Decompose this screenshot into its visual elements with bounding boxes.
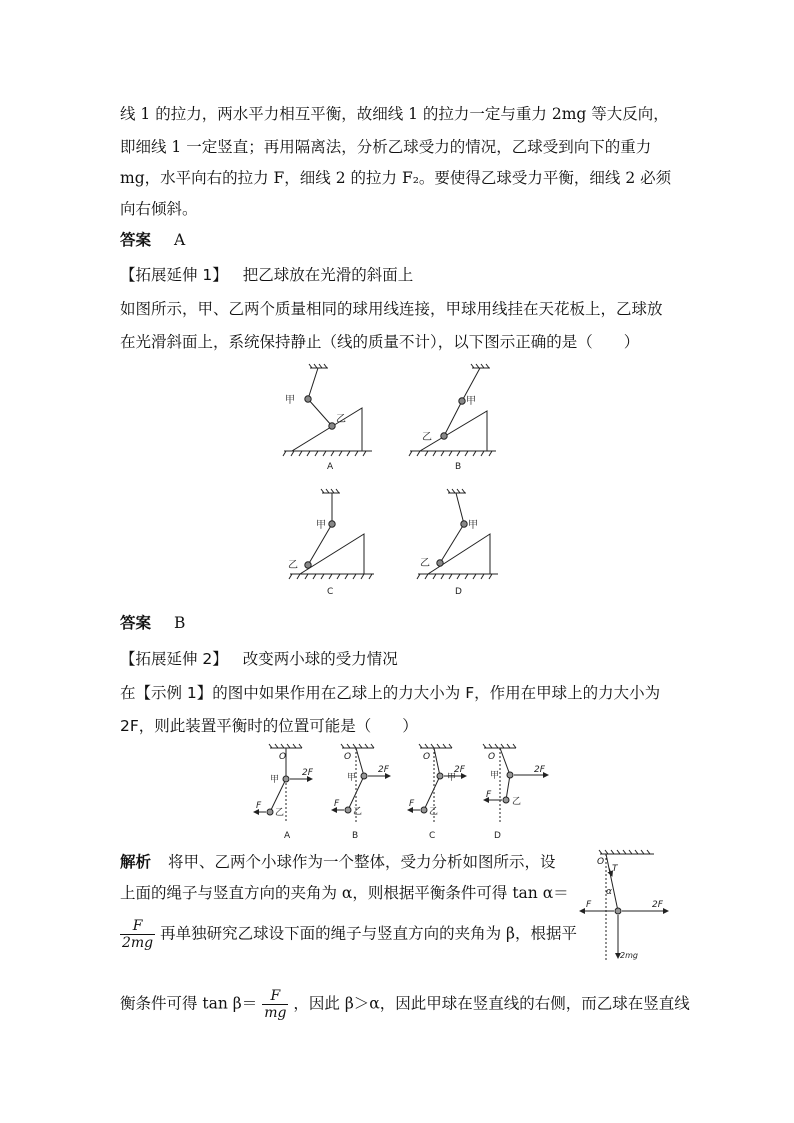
analysis-line: ，因此 β＞α，因此甲球在竖直线的右侧，而乙球在竖直线 <box>293 994 690 1013</box>
label-yi: 乙 <box>512 797 522 807</box>
label-yi: 乙 <box>422 432 432 443</box>
label-o: O <box>423 752 431 762</box>
label-o: O <box>597 857 605 867</box>
answer-row <box>120 613 185 633</box>
caption-a: A <box>327 462 334 472</box>
paragraph-line: 线 1 的拉力，两水平力相互平衡，故细线 1 的拉力一定与重力 2mg 等大反向， <box>120 105 669 123</box>
extension-title: 把乙球放在光滑的斜面上 <box>242 266 414 284</box>
label-jia: 甲 <box>468 520 478 531</box>
question-line: 在【示例 1】的图中如果作用在乙球上的力大小为 F，作用在甲球上的力大小为 <box>120 684 661 702</box>
label-yi: 乙 <box>336 414 346 425</box>
label-jia: 甲 <box>316 520 326 531</box>
diagram-c <box>289 489 374 579</box>
label-f: F <box>486 790 492 800</box>
caption-b: B <box>352 831 359 841</box>
paragraph-line: mg，水平向右的拉力 F，细线 2 的拉力 F₂。要使得乙球受力平衡，细线 2 必须 <box>120 169 672 187</box>
paragraph-line: 向右倾斜。 <box>120 200 198 218</box>
label-f: F <box>586 900 592 910</box>
analysis-label: 解析 <box>120 853 152 871</box>
extension-tag: 【拓展延伸 1】 <box>120 266 228 284</box>
answer-value: A <box>173 231 186 249</box>
label-f: F <box>256 801 262 811</box>
analysis-row <box>120 852 555 872</box>
label-f: F <box>409 799 415 809</box>
caption-d: D <box>494 831 501 841</box>
label-2f: 2F <box>652 900 663 910</box>
label-yi: 乙 <box>288 560 298 571</box>
label-2mg: 2mg <box>620 951 638 960</box>
extension-heading <box>120 649 398 669</box>
fraction-denominator: 2mg <box>122 935 154 951</box>
fraction-denominator: mg <box>264 1005 287 1021</box>
label-yi: 乙 <box>420 558 430 569</box>
extension-tag: 【拓展延伸 2】 <box>120 650 228 668</box>
force-options-figure <box>248 742 560 842</box>
question-line: 如图所示，甲、乙两个质量相同的球用线连接，甲球用线挂在天花板上，乙球放 <box>120 300 663 318</box>
question-line: 2F，则此装置平衡时的位置可能是（ ） <box>120 717 418 735</box>
analysis-figure <box>572 846 676 966</box>
label-f: F <box>334 799 340 809</box>
fraction-numerator: F <box>120 918 155 935</box>
answer-label: 答案 <box>120 614 152 632</box>
label-jia: 甲 <box>285 395 295 406</box>
label-jia: 甲 <box>447 773 457 783</box>
question-line: 在光滑斜面上，系统保持静止（线的质量不计），以下图示正确的是（ ） <box>120 333 640 351</box>
incline-figure <box>280 360 500 605</box>
analysis-line: 将甲、乙两个小球作为一个整体，受力分析如图所示，设 <box>167 853 556 871</box>
analysis-line: 衡条件可得 tan β＝ <box>120 994 258 1013</box>
label-2f: 2F <box>378 765 389 775</box>
label-yi: 乙 <box>353 807 363 817</box>
label-yi: 乙 <box>275 808 285 818</box>
answer-label: 答案 <box>120 231 152 249</box>
fraction-tan-beta <box>262 988 288 1021</box>
caption-b: B <box>455 462 462 472</box>
label-t: T <box>612 864 618 874</box>
label-alpha: α <box>606 887 612 897</box>
label-jia: 甲 <box>490 771 500 781</box>
analysis-row <box>120 988 690 1021</box>
analysis-row <box>120 918 577 951</box>
label-yi: 乙 <box>429 807 439 817</box>
label-jia: 甲 <box>466 396 476 407</box>
caption-c: C <box>327 587 334 597</box>
extension-title: 改变两小球的受力情况 <box>242 650 398 668</box>
label-o: O <box>279 752 287 762</box>
label-jia: 甲 <box>347 773 357 783</box>
label-2f: 2F <box>534 765 545 775</box>
analysis-line: 再单独研究乙球设下面的绳子与竖直方向的夹角为 β，根据平 <box>160 924 577 943</box>
answer-value: B <box>173 614 186 632</box>
fraction-tan-alpha <box>120 918 155 951</box>
answer-row <box>120 230 185 250</box>
label-2f: 2F <box>454 765 465 775</box>
label-o: O <box>488 752 496 762</box>
paragraph-line: 即细线 1 一定竖直；再用隔离法，分析乙球受力的情况，乙球受到向下的重力 <box>120 138 652 156</box>
extension-heading <box>120 265 413 285</box>
analysis-line: 上面的绳子与竖直方向的夹角为 α，则根据平衡条件可得 tan α＝ <box>120 884 569 902</box>
caption-d: D <box>455 587 462 597</box>
label-jia: 甲 <box>270 775 280 785</box>
caption-c: C <box>429 831 436 841</box>
label-2f: 2F <box>302 768 313 778</box>
caption-a: A <box>284 831 291 841</box>
label-o: O <box>344 752 352 762</box>
diagram-a <box>283 364 372 456</box>
fraction-numerator: F <box>262 988 288 1005</box>
